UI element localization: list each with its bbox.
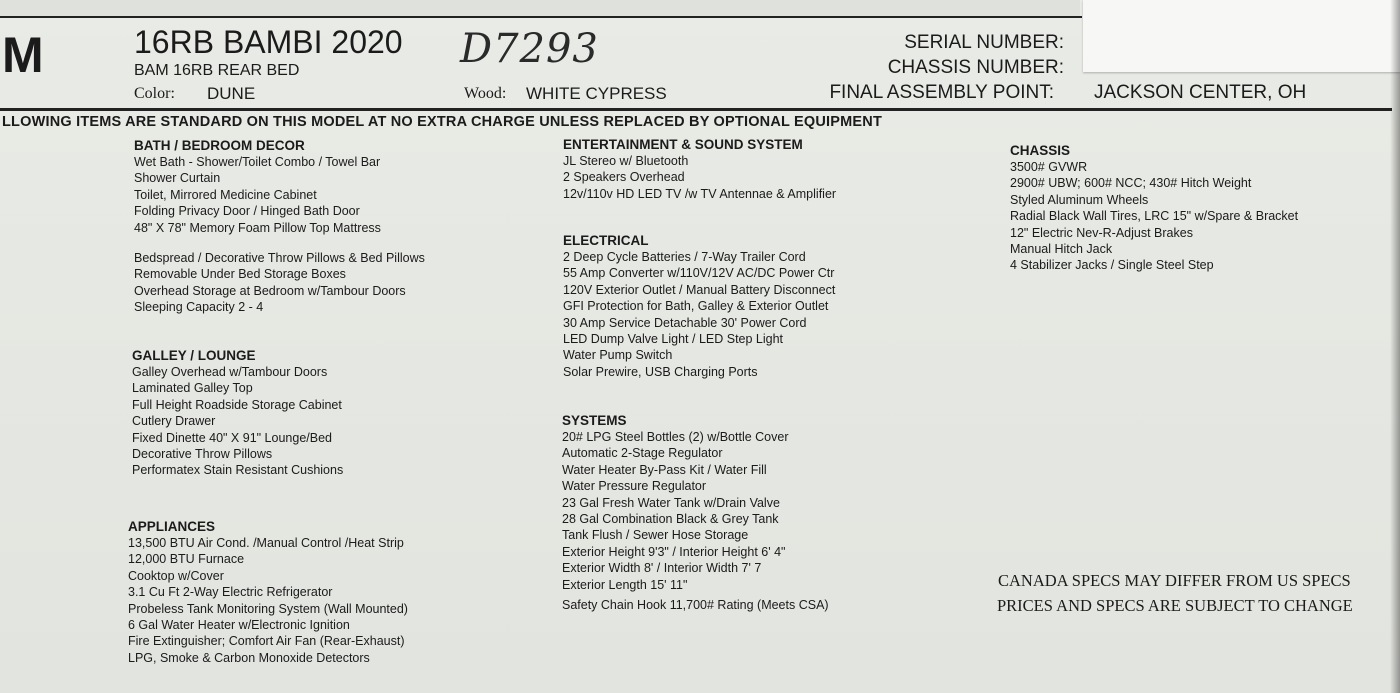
list-item: 6 Gal Water Heater w/Electronic Ignition [128,618,350,633]
header-rule [0,108,1392,111]
section-title: SYSTEMS [562,413,627,428]
list-item: LED Dump Valve Light / LED Step Light [563,332,784,347]
list-item: Sleeping Capacity 2 - 4 [134,300,264,315]
list-item: Tank Flush / Sewer Hose Storage [562,528,749,543]
section-title: CHASSIS [1010,143,1071,158]
list-item: 2 Deep Cycle Batteries / 7-Way Trailer Cord [563,250,806,264]
list-item: 3500# GVWR [1010,160,1088,174]
serial-number-label: SERIAL NUMBER: [904,32,1064,53]
list-item: Bedspread / Decorative Throw Pillows & Bed Pillows [134,251,425,266]
list-item: Wet Bath - Shower/Toilet Combo / Towel Bar [134,155,381,169]
list-item: 12" Electric Nev-R-Adjust Brakes [1010,225,1193,240]
brand-fragment: M [2,27,42,83]
list-item: Laminated Galley Top [132,381,253,396]
list-item: Automatic 2-Stage Regulator [562,446,723,461]
list-item: Solar Prewire, USB Charging Ports [563,364,758,379]
list-item: 28 Gal Combination Black & Grey Tank [562,512,779,527]
section-title: BATH / BEDROOM DECOR [134,138,305,153]
list-item: Fire Extinguisher; Comfort Air Fan (Rear-Exhaust) [128,634,405,649]
list-item: Safety Chain Hook 11,700# Rating (Meets CSA) [562,598,829,613]
section-title: APPLIANCES [128,519,216,534]
list-item: 2 Speakers Overhead [563,170,685,185]
list-item: Full Height Roadside Storage Cabinet [132,397,342,412]
section-bath-bedroom [134,138,425,316]
prices-specs-note: PRICES AND SPECS ARE SUBJECT TO CHANGE [997,596,1353,615]
assembly-point-label: FINAL ASSEMBLY POINT: [829,82,1054,103]
wood-value: WHITE CYPRESS [526,84,667,103]
list-item: LPG, Smoke & Carbon Monoxide Detectors [128,650,370,665]
list-item: Decorative Throw Pillows [132,447,273,462]
list-item: Cutlery Drawer [132,414,216,429]
list-item: Water Pump Switch [563,348,673,363]
standard-items-banner: LLOWING ITEMS ARE STANDARD ON THIS MODEL AT NO EXTRA CHARGE UNLESS REPLACED BY OPTIONAL EQUIPMENT [2,114,883,130]
cover-sticker [1083,0,1400,72]
color-label: Color: [134,85,175,102]
list-item: 13,500 BTU Air Cond. /Manual Control /Heat Strip [128,536,404,550]
list-item: Styled Aluminum Wheels [1010,192,1149,207]
list-item: GFI Protection for Bath, Galley & Exterior Outlet [563,299,829,314]
list-item: 23 Gal Fresh Water Tank w/Drain Valve [562,495,780,510]
list-item: 2900# UBW; 600# NCC; 430# Hitch Weight [1010,176,1252,191]
list-item: 48" X 78" Memory Foam Pillow Top Mattress [134,220,381,235]
list-item: Fixed Dinette 40" X 91" Lounge/Bed [132,430,332,445]
list-item: 3.1 Cu Ft 2-Way Electric Refrigerator [128,585,333,600]
section-galley-lounge [132,348,343,479]
section-electrical [563,233,835,380]
wood-label: Wood: [464,85,507,102]
list-item: 120V Exterior Outlet / Manual Battery Disconnect [563,282,836,297]
list-item: Overhead Storage at Bedroom w/Tambour Doors [134,283,406,298]
chassis-number-label: CHASSIS NUMBER: [887,57,1064,78]
top-band [0,0,1080,16]
list-item: Exterior Length 15' 11" [562,577,688,592]
color-value: DUNE [207,84,256,103]
section-title: ENTERTAINMENT & SOUND SYSTEM [563,137,803,152]
list-item: JL Stereo w/ Bluetooth [563,154,689,168]
section-chassis [1010,143,1298,274]
list-item: Removable Under Bed Storage Boxes [134,267,346,282]
list-item: Performatex Stain Resistant Cushions [132,463,344,478]
section-entertainment [563,137,836,202]
list-item: Folding Privacy Door / Hinged Bath Door [134,204,360,219]
list-item: Exterior Height 9'3" / Interior Height 6' 4" [562,544,786,559]
list-item: 20# LPG Steel Bottles (2) w/Bottle Cover [562,430,789,444]
list-item: Toilet, Mirrored Medicine Cabinet [134,187,317,202]
model-title: 16RB BAMBI 2020 [134,24,403,60]
list-item: Galley Overhead w/Tambour Doors [132,365,328,379]
section-title: GALLEY / LOUNGE [132,348,256,363]
section-appliances [128,519,408,666]
top-rule [0,16,1082,18]
canada-specs-note: CANADA SPECS MAY DIFFER FROM US SPECS [998,571,1351,590]
list-item: 4 Stabilizer Jacks / Single Steel Step [1010,258,1214,273]
handwritten-stock-number: D7293 [460,26,599,72]
list-item: 30 Amp Service Detachable 30' Power Cord [563,315,807,330]
list-item: Probeless Tank Monitoring System (Wall Mounted) [128,601,408,616]
edge-shadow [1390,0,1400,693]
list-item: 55 Amp Converter w/110V/12V AC/DC Power Ctr [563,266,835,281]
list-item: Shower Curtain [134,171,221,186]
section-systems [562,413,829,613]
assembly-point-value: JACKSON CENTER, OH [1094,82,1307,103]
list-item: 12,000 BTU Furnace [128,552,245,567]
list-item: 12v/110v HD LED TV /w TV Antennae & Amplifier [563,186,837,201]
list-item: Water Pressure Regulator [562,479,707,494]
list-item: Water Heater By-Pass Kit / Water Fill [562,462,767,477]
list-item: Exterior Width 8' / Interior Width 7' 7 [562,561,762,576]
list-item: Radial Black Wall Tires, LRC 15" w/Spare & Bracket [1010,209,1299,224]
list-item: Manual Hitch Jack [1010,242,1113,257]
section-title: ELECTRICAL [563,233,649,248]
model-code: BAM 16RB REAR BED [134,62,300,79]
list-item: Cooktop w/Cover [128,568,224,583]
